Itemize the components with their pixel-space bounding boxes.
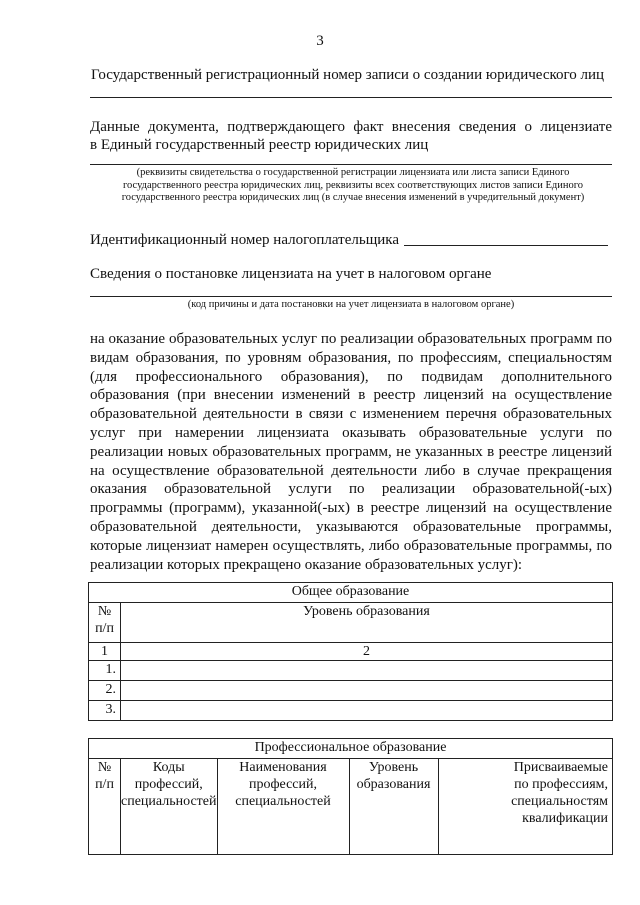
general-row-number: 3. <box>89 701 121 721</box>
prof-col-qualifications-header: Присваиваемые по профессиям, специальностям квалификации <box>438 759 613 855</box>
general-col-level-header: Уровень образования <box>121 603 613 643</box>
inn-label: Идентификационный номер налогоплательщика <box>90 232 400 248</box>
general-index-cell: 1 <box>89 643 121 661</box>
egrul-doc-label-line1: Данные документа, подтверждающего факт внесения сведения о лицензиате <box>90 119 612 135</box>
general-row-number: 2. <box>89 681 121 701</box>
tax-registration-note: (код причины и дата постановки на учет лицензиата в налоговом органе) <box>187 299 515 310</box>
prof-table-title: Профессиональное образование <box>89 739 613 759</box>
page-number: 3 <box>316 33 324 49</box>
general-row-value[interactable] <box>121 661 613 681</box>
general-table-title: Общее образование <box>89 583 613 603</box>
prof-col-names-header: Наименования профессий, специальностей <box>217 759 349 855</box>
inn-field[interactable] <box>404 245 608 246</box>
egrul-doc-field[interactable] <box>90 164 612 165</box>
egrul-doc-label-line2: в Единый государственный реестр юридических лиц <box>90 137 429 153</box>
professional-education-table <box>88 738 613 855</box>
prof-col-num-header: № п/п <box>89 759 121 855</box>
egrul-doc-note: (реквизиты свидетельства о государственной регистрации лицензиата или листа записи Единого государственного реестра юридических лиц, реквизиты всех соответствующих листов записи Единого государственного реестра юридических лиц (в случае внесения изменений в учредительный документ) <box>121 167 585 203</box>
general-col-num-header: № п/п <box>89 603 121 643</box>
general-row-number: 1. <box>89 661 121 681</box>
prof-col-level-header: Уровень образования <box>349 759 438 855</box>
reg-number-label: Государственный регистрационный номер записи о создании юридического лиц <box>91 67 605 83</box>
tax-registration-label: Сведения о постановке лицензиата на учет в налоговом органе <box>90 266 492 282</box>
general-row-value[interactable] <box>121 681 613 701</box>
tax-registration-field[interactable] <box>90 296 612 297</box>
prof-col-codes-header: Коды профессий, специальностей <box>121 759 218 855</box>
reg-number-field[interactable] <box>90 97 612 98</box>
general-index-cell: 2 <box>121 643 613 661</box>
general-education-table <box>88 582 613 721</box>
general-row-value[interactable] <box>121 701 613 721</box>
main-paragraph: на оказание образовательных услуг по реализации образовательных программ по видам образования, по уровням образования, по профессиям, специальностям (для профессионального образования), по подвидам дополнительного образования (при внесении изменений в реестр лицензий на осуществление образовательной деятельности в связи с изменением перечня образовательных услуг при намерении лицензиата оказывать образовательные услуги по реализации новых образовательных программ, не указанных в реестре лицензий на осуществление образовательной деятельности либо в случае прекращения оказания образовательной услуги по реализации образовательной(-ых) программы (программ), указанной(-ых) в реестре лицензий на осуществление образовательной деятельности, указываются образовательные программы, которые лицензиат намерен осуществлять, либо образовательные программы, по реализации которых прекращено оказание образовательных услуг): <box>90 331 612 573</box>
